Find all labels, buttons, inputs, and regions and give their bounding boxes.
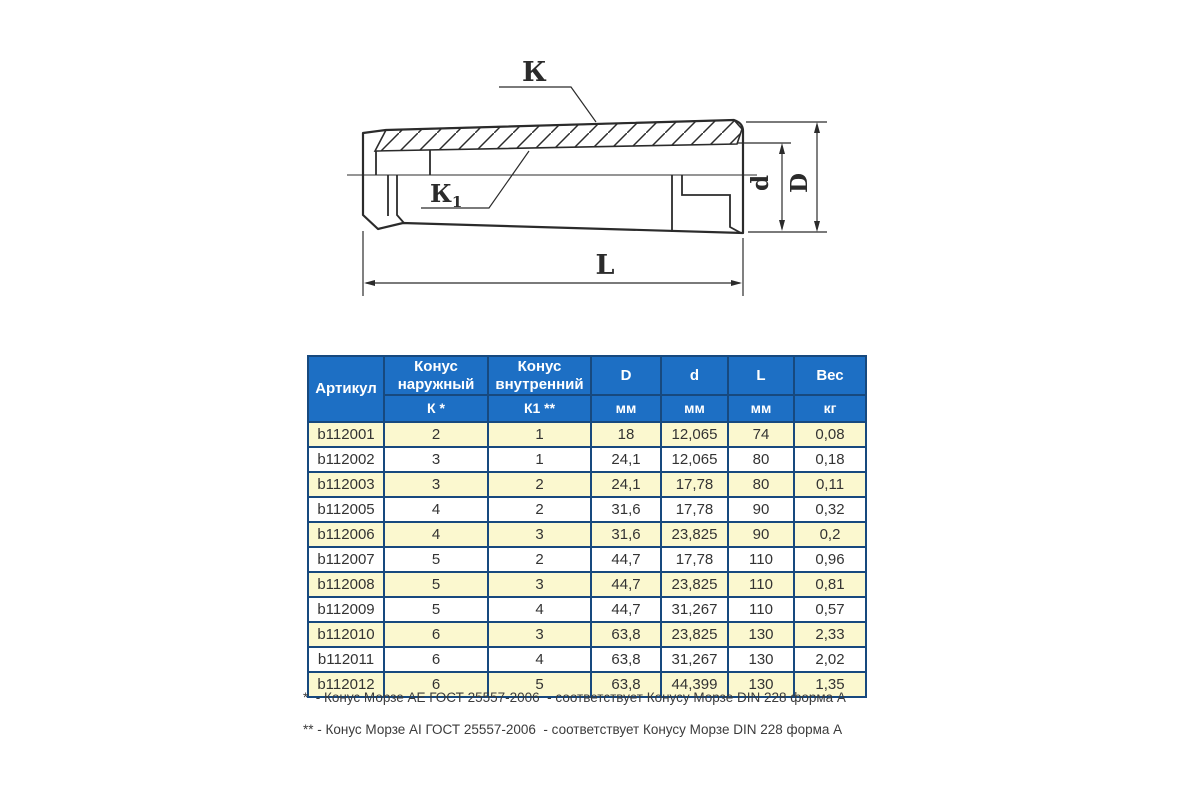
sleeve-drawing-svg: [340, 30, 860, 310]
value-cell: 0,2: [794, 522, 866, 547]
header-article: Артикул: [308, 356, 384, 422]
value-cell: 44,399: [661, 672, 728, 697]
table-row: [308, 447, 866, 472]
article-cell: b112009: [308, 597, 384, 622]
diameter-d-dimension: [737, 143, 791, 231]
value-cell: 110: [728, 547, 794, 572]
value-cell: 2: [488, 547, 591, 572]
value-cell: 6: [384, 622, 488, 647]
value-cell: 44,7: [591, 547, 661, 572]
value-cell: 4: [488, 597, 591, 622]
value-cell: 17,78: [661, 497, 728, 522]
value-cell: 0,81: [794, 572, 866, 597]
value-cell: 4: [488, 647, 591, 672]
value-cell: 12,065: [661, 447, 728, 472]
d-label-text: d: [747, 174, 774, 192]
footnote-outer-cone: * - Конус Морзе АЕ ГОСТ 25557-2006 - соответствует Конусу Морзе DIN 228 форма А: [303, 690, 846, 705]
header-L: L: [728, 356, 794, 395]
value-cell: 2,02: [794, 647, 866, 672]
value-cell: 24,1: [591, 472, 661, 497]
value-cell: 6: [384, 647, 488, 672]
article-cell: b112006: [308, 522, 384, 547]
article-cell: b112003: [308, 472, 384, 497]
article-cell: b112011: [308, 647, 384, 672]
value-cell: 5: [384, 572, 488, 597]
value-cell: 31,6: [591, 522, 661, 547]
value-cell: 0,08: [794, 422, 866, 447]
article-cell: b112007: [308, 547, 384, 572]
header-D: D: [591, 356, 661, 395]
value-cell: 63,8: [591, 672, 661, 697]
value-cell: 1: [488, 422, 591, 447]
article-cell: b112002: [308, 447, 384, 472]
value-cell: 63,8: [591, 647, 661, 672]
value-cell: 0,57: [794, 597, 866, 622]
value-cell: 130: [728, 622, 794, 647]
value-cell: 44,7: [591, 572, 661, 597]
table-row: [308, 597, 866, 622]
value-cell: 2,33: [794, 622, 866, 647]
footnote-inner-cone: ** - Конус Морзе АI ГОСТ 25557-2006 - соответствует Конусу Морзе DIN 228 форма А: [303, 722, 843, 737]
inner-taper-label: [421, 151, 529, 211]
header-inner-cone-sub: К1 **: [488, 395, 591, 422]
value-cell: 18: [591, 422, 661, 447]
article-cell: b112012: [308, 672, 384, 697]
value-cell: 23,825: [661, 572, 728, 597]
value-cell: 110: [728, 597, 794, 622]
article-cell: b112008: [308, 572, 384, 597]
table-row: [308, 522, 866, 547]
value-cell: 0,11: [794, 472, 866, 497]
k-label-text: К: [522, 57, 547, 88]
header-d-unit: мм: [661, 395, 728, 422]
k1-main: К: [430, 179, 452, 208]
D-label-text: D: [786, 173, 813, 193]
header-inner-cone: Конус внутренний: [488, 356, 591, 395]
value-cell: 63,8: [591, 622, 661, 647]
value-cell: 24,1: [591, 447, 661, 472]
table-row: [308, 622, 866, 647]
spec-table-body: [308, 422, 866, 697]
outer-taper-label: [499, 57, 596, 122]
value-cell: 2: [488, 497, 591, 522]
value-cell: 4: [384, 522, 488, 547]
article-cell: b112010: [308, 622, 384, 647]
table-row: [308, 422, 866, 447]
k1-subscript: 1: [451, 193, 463, 211]
spec-table: [307, 355, 867, 698]
value-cell: 31,6: [591, 497, 661, 522]
value-cell: 0,18: [794, 447, 866, 472]
value-cell: 130: [728, 647, 794, 672]
value-cell: 44,7: [591, 597, 661, 622]
header-outer-cone-sub: К *: [384, 395, 488, 422]
table-row: [308, 647, 866, 672]
table-row: [308, 572, 866, 597]
value-cell: 5: [384, 547, 488, 572]
L-label-text: L: [595, 250, 615, 281]
value-cell: 3: [488, 522, 591, 547]
article-cell: b112001: [308, 422, 384, 447]
header-L-unit: мм: [728, 395, 794, 422]
value-cell: 3: [488, 572, 591, 597]
table-row: [308, 547, 866, 572]
value-cell: 23,825: [661, 522, 728, 547]
value-cell: 17,78: [661, 472, 728, 497]
table-row: [308, 497, 866, 522]
value-cell: 1: [488, 447, 591, 472]
value-cell: 90: [728, 497, 794, 522]
header-weight-unit: кг: [794, 395, 866, 422]
value-cell: 90: [728, 522, 794, 547]
header-weight: Вес: [794, 356, 866, 395]
k1-label-text: [430, 179, 462, 211]
value-cell: 3: [384, 447, 488, 472]
length-dimension: [363, 231, 743, 296]
tang-slot-lines: [672, 175, 741, 233]
spec-table-header: [308, 356, 866, 422]
value-cell: 74: [728, 422, 794, 447]
value-cell: 4: [384, 497, 488, 522]
value-cell: 80: [728, 472, 794, 497]
k-leader-line: [499, 87, 596, 122]
value-cell: 31,267: [661, 597, 728, 622]
value-cell: 5: [488, 672, 591, 697]
header-d: d: [661, 356, 728, 395]
value-cell: 0,96: [794, 547, 866, 572]
value-cell: 130: [728, 672, 794, 697]
value-cell: 110: [728, 572, 794, 597]
value-cell: 5: [384, 597, 488, 622]
value-cell: 3: [384, 472, 488, 497]
technical-drawing: [340, 30, 860, 310]
value-cell: 3: [488, 622, 591, 647]
bore-small-end-lines: [376, 150, 430, 223]
value-cell: 6: [384, 672, 488, 697]
value-cell: 2: [488, 472, 591, 497]
value-cell: 12,065: [661, 422, 728, 447]
value-cell: 23,825: [661, 622, 728, 647]
value-cell: 0,32: [794, 497, 866, 522]
value-cell: 17,78: [661, 547, 728, 572]
table-row: [308, 472, 866, 497]
value-cell: 1,35: [794, 672, 866, 697]
header-outer-cone: Конус наружный: [384, 356, 488, 395]
header-D-unit: мм: [591, 395, 661, 422]
value-cell: 2: [384, 422, 488, 447]
article-cell: b112005: [308, 497, 384, 522]
value-cell: 80: [728, 447, 794, 472]
value-cell: 31,267: [661, 647, 728, 672]
